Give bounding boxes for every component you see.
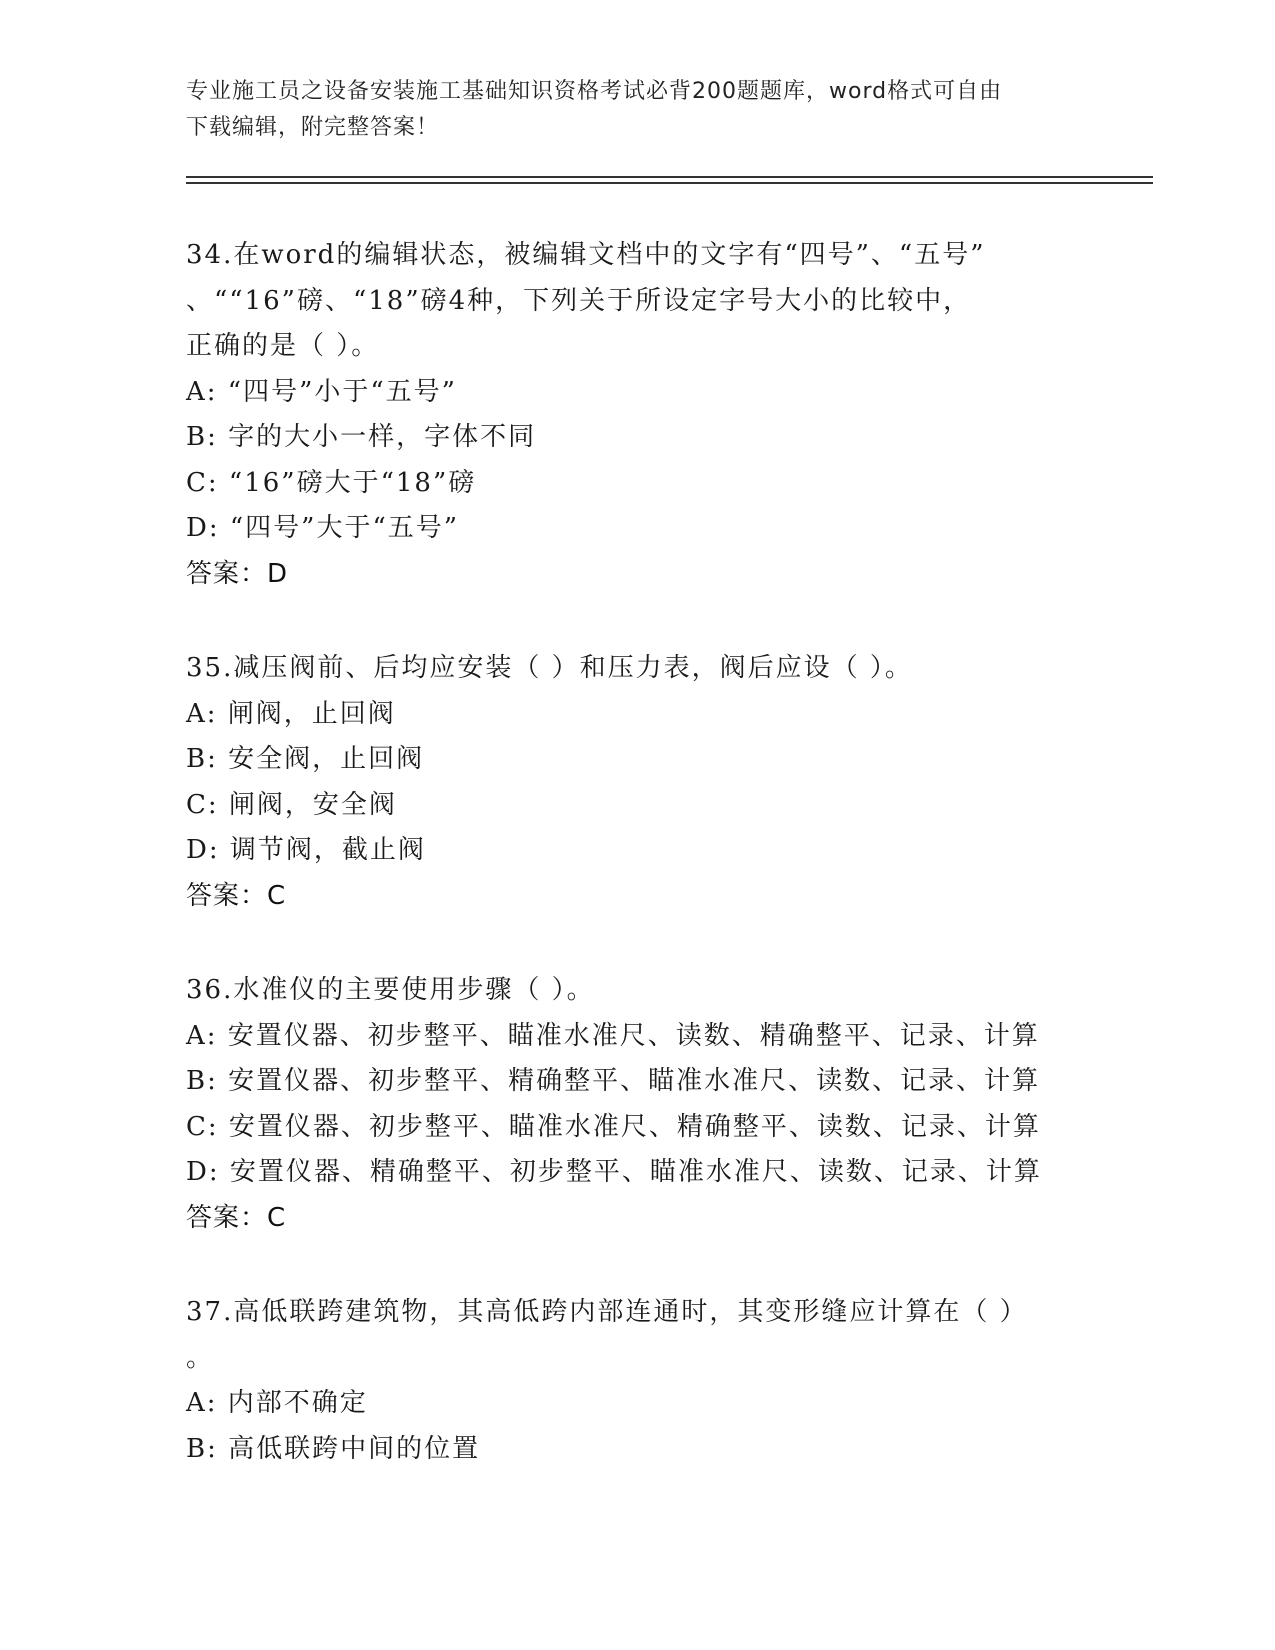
option-b: B: 字的大小一样，字体不同 [186,422,537,452]
question-text-line: 37.高低联跨建筑物，其高低跨内部连通时，其变形缝应计算在（ ） [186,1297,1028,1327]
question-text-line: 。 [186,1342,215,1373]
answer-text: 答案：C [186,880,287,911]
option-d: D: 调节阀，截止阀 [186,835,426,865]
option-a: A: “四号”小于“五号” [186,376,457,407]
option-d: D: 安置仪器、精确整平、初步整平、瞄准水准尺、读数、记录、计算 [186,1157,1042,1187]
answer-text: 答案：D [186,558,289,589]
question-text-line: 正确的是（ ）。 [186,331,380,361]
question-text-line: 34.在word的编辑状态，被编辑文档中的文字有“四号”、“五号” [186,240,986,270]
header-title-line-2: 下载编辑，附完整答案！ [186,115,440,140]
option-c: C: 闸阀，安全阀 [186,789,397,820]
question-34 [186,233,1086,597]
question-35 [186,646,1086,919]
question-36 [186,968,1086,1241]
option-a: A: 闸阀，止回阀 [186,698,396,729]
question-list [186,233,1086,1521]
header-divider-bottom [186,182,1153,184]
option-b: B: 高低联跨中间的位置 [186,1433,481,1464]
question-text-line: 、““16”磅、“18”磅4种，下列关于所设定字号大小的比较中， [186,285,972,316]
option-a: A: 安置仪器、初步整平、瞄准水准尺、读数、精确整平、记录、计算 [186,1020,1040,1051]
option-b: B: 安置仪器、初步整平、精确整平、瞄准水准尺、读数、记录、计算 [186,1066,1041,1096]
option-d: D: “四号”大于“五号” [186,513,460,543]
question-37 [186,1290,1086,1472]
option-c: C: “16”磅大于“18”磅 [186,467,477,498]
header-title-line-1: 专业施工员之设备安装施工基础知识资格考试必背200题题库，word格式可自由 [186,79,1003,104]
question-text-line: 36.水准仪的主要使用步骤（ ）。 [186,975,595,1005]
question-text-line: 35.减压阀前、后均应安装（ ）和压力表，阀后应设（ ）。 [186,653,913,683]
option-c: C: 安置仪器、初步整平、瞄准水准尺、精确整平、读数、记录、计算 [186,1111,1041,1142]
answer-text: 答案：C [186,1202,287,1233]
option-a: A: 内部不确定 [186,1388,368,1418]
header-divider-top [186,176,1153,178]
document-header [186,74,1076,146]
option-b: B: 安全阀，止回阀 [186,744,425,774]
